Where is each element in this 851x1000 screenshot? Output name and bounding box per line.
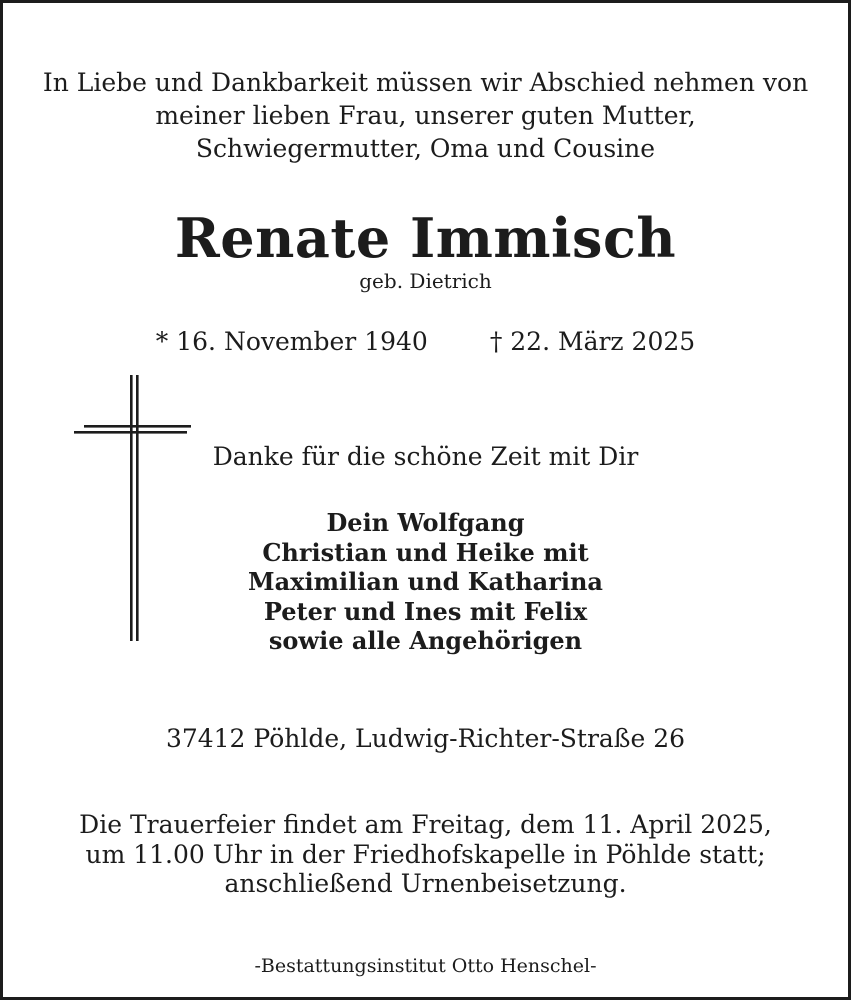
mourner-line: Christian und Heike mit [262, 537, 589, 567]
intro-text [0, 66, 851, 165]
maiden-name: geb. Dietrich [359, 269, 492, 293]
ceremony-line-2: um 11.00 Uhr in der Friedhofskapelle in Pöhlde statt; [85, 839, 766, 869]
ceremony-info [0, 810, 851, 899]
mourner-line: sowie alle Angehörigen [268, 626, 583, 655]
mourners-list [0, 508, 851, 656]
mourner-line: Dein Wolfgang [326, 508, 525, 537]
birth-date: * 16. November 1940 [155, 327, 428, 356]
intro-line-2: meiner lieben Frau, unserer guten Mutter, [155, 101, 696, 130]
ceremony-line-1: Die Trauerfeier findet am Freitag, dem 11. April 2025, [79, 810, 772, 839]
thanks-text: Danke für die schöne Zeit mit Dir [212, 442, 639, 471]
undertaker-credit: -Bestattungsinstitut Otto Henschel- [254, 955, 597, 977]
life-dates [0, 325, 851, 359]
intro-line-1: In Liebe und Dankbarkeit müssen wir Abschied nehmen von [42, 68, 809, 97]
family-address: 37412 Pöhlde, Ludwig-Richter-Straße 26 [165, 724, 686, 753]
death-date: † 22. März 2025 [489, 327, 696, 356]
intro-line-3: Schwiegermutter, Oma und Cousine [195, 134, 656, 163]
mourner-line: Peter und Ines mit Felix [263, 596, 588, 626]
deceased-name: Renate Immisch [174, 206, 677, 270]
ceremony-line-3: anschließend Urnenbeisetzung. [224, 869, 627, 898]
mourner-line: Maximilian und Katharina [248, 567, 603, 596]
